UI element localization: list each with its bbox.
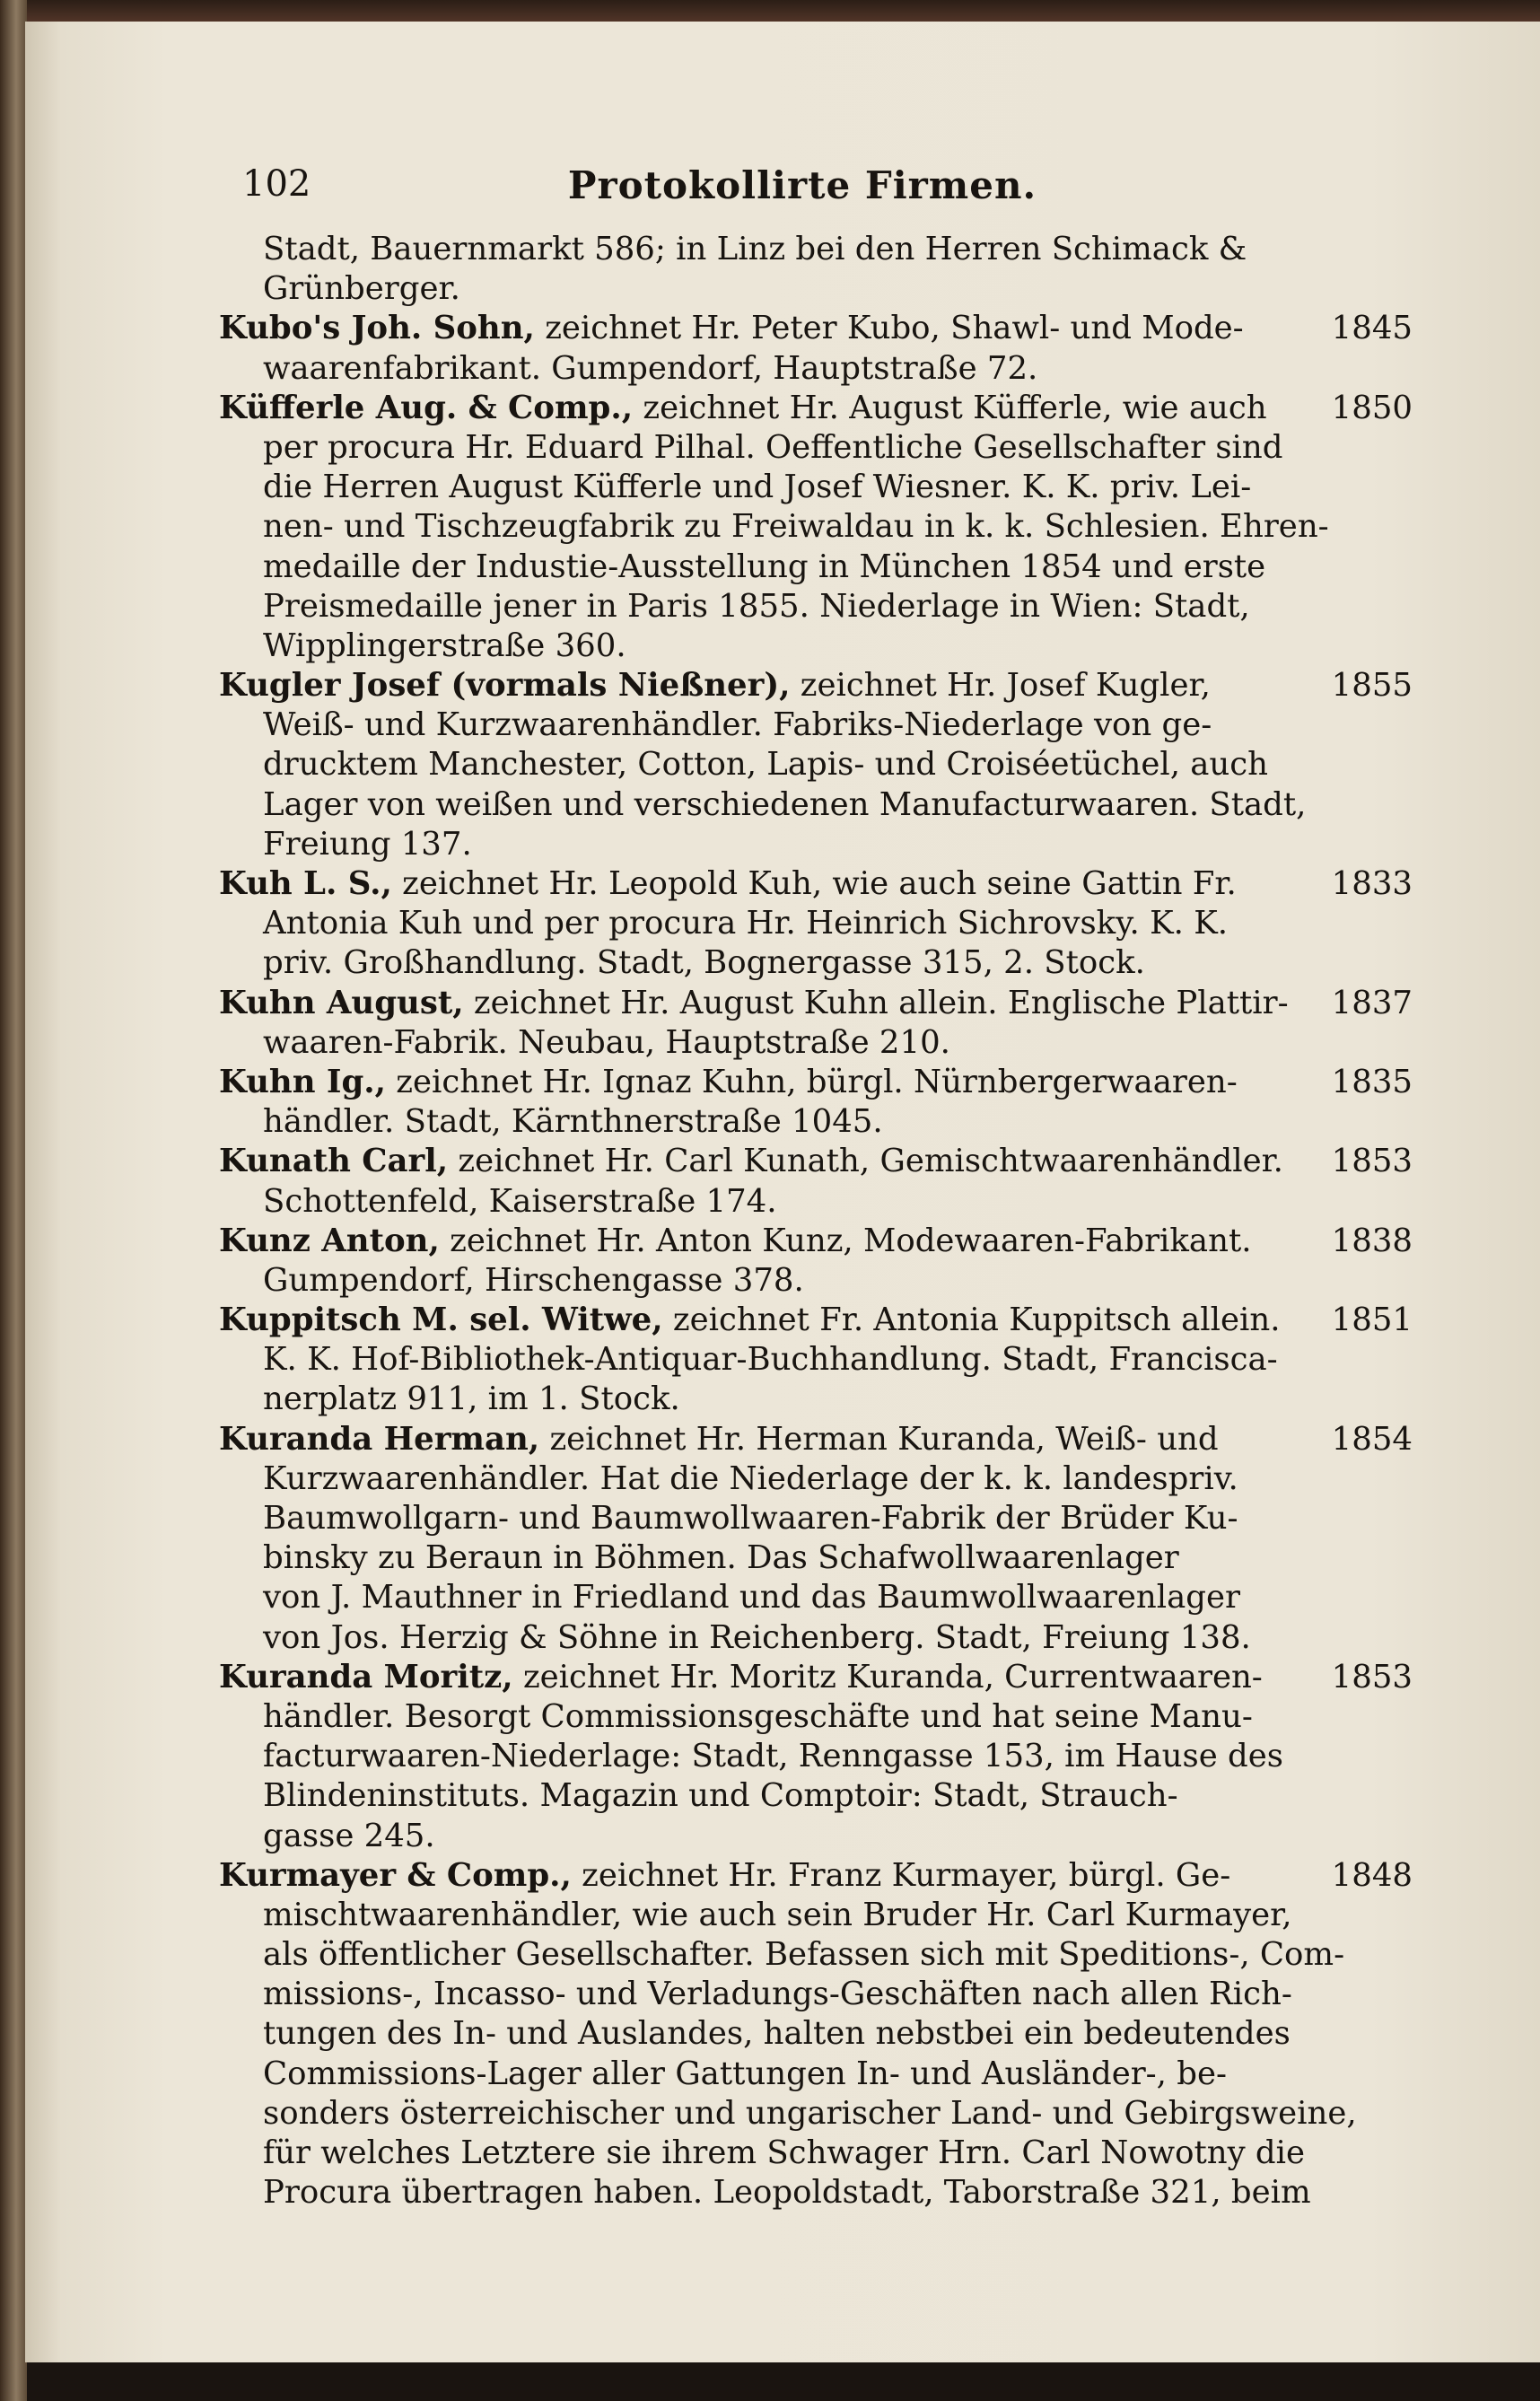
entry-line: Preismedaille jener in Paris 1855. Niederlage in Wien: Stadt,	[263, 587, 1250, 625]
entry-line: Schottenfeld, Kaiserstraße 174.	[263, 1182, 777, 1220]
registration-year: 1850	[1331, 389, 1413, 426]
entry-line: sonders österreichischer und ungarischer Land- und Gebirgsweine,	[263, 2094, 1357, 2132]
entry-line: gasse 245.	[263, 1817, 435, 1854]
firm-name: Kuranda Herman,	[219, 1420, 540, 1458]
entry-first-line	[219, 1142, 1413, 1181]
firm-name: Kuhn August,	[219, 984, 464, 1021]
entry-first-line	[219, 666, 1413, 705]
entry-first-line	[219, 1063, 1413, 1102]
entry-first-line	[219, 309, 1413, 348]
entry-line: drucktem Manchester, Cotton, Lapis- und Croiséetüchel, auch	[263, 746, 1269, 784]
entry-line: als öffentlicher Gesellschafter. Befassen sich mit Speditions-, Com-	[263, 1936, 1345, 1974]
registration-year: 1845	[1331, 310, 1413, 347]
entry-line: Freiung 137.	[263, 825, 472, 863]
firm-name: Kuhn Ig.,	[219, 1063, 387, 1100]
firm-entry	[219, 309, 1413, 388]
running-title: Protokollirte Firmen.	[567, 163, 1037, 207]
entry-line: Commissions-Lager aller Gattungen In- und Ausländer-, be-	[263, 2055, 1227, 2092]
entry-text: zeichnet Hr. Josef Kugler,	[790, 667, 1211, 705]
firm-entry	[219, 1063, 1413, 1142]
entry-line: für welches Letztere sie ihrem Schwager Hrn. Carl Nowotny die	[263, 2134, 1306, 2171]
entry-line: nen- und Tischzeugfabrik zu Freiwaldau in k. k. Schlesien. Ehren-	[263, 508, 1329, 546]
entry-text: zeichnet Hr. Ignaz Kuhn, bürgl. Nürnbergerwaaren-	[386, 1063, 1238, 1100]
firm-name: Kurmayer & Comp.,	[219, 1856, 572, 1894]
registration-year: 1853	[1331, 1143, 1413, 1180]
registration-year: 1854	[1331, 1420, 1413, 1458]
page-header	[219, 163, 1386, 217]
entry-text: zeichnet Hr. Moritz Kuranda, Currentwaaren-	[512, 1658, 1263, 1696]
entry-first-line	[219, 1222, 1413, 1261]
entry-line: Blindeninstituts. Magazin und Comptoir: Stadt, Strauch-	[263, 1777, 1178, 1815]
entry-line: nerplatz 911, im 1. Stock.	[263, 1380, 680, 1418]
entry-line: medaille der Industie-Ausstellung in München 1854 und erste	[263, 548, 1266, 585]
entry-first-line	[219, 1420, 1413, 1459]
entry-first-line	[219, 864, 1413, 904]
firm-entry	[219, 389, 1413, 666]
entry-line: per procura Hr. Eduard Pilhal. Oeffentliche Gesellschafter sind	[263, 428, 1283, 466]
entry-line: K. K. Hof-Bibliothek-Antiquar-Buchhandlung. Stadt, Francisca-	[263, 1341, 1278, 1379]
entry-text: zeichnet Fr. Antonia Kuppitsch allein.	[662, 1301, 1281, 1339]
firm-entry	[219, 1658, 1413, 1856]
firm-entry	[219, 984, 1413, 1063]
entry-line: Weiß- und Kurzwaarenhändler. Fabriks-Niederlage von ge-	[263, 706, 1212, 744]
entry-line: Procura übertragen haben. Leopoldstadt, Taborstraße 321, beim	[263, 2174, 1311, 2212]
firm-entry	[219, 1142, 1413, 1221]
entry-line: Antonia Kuh und per procura Hr. Heinrich Sichrovsky. K. K.	[263, 905, 1229, 942]
entry-line: waarenfabrikant. Gumpendorf, Hauptstraße 72.	[263, 349, 1038, 387]
entry-line: missions-, Incasso- und Verladungs-Geschäften nach allen Rich-	[263, 1976, 1292, 2013]
entry-line: waaren-Fabrik. Neubau, Hauptstraße 210.	[263, 1023, 950, 1061]
firm-name: Kuppitsch M. sel. Witwe,	[219, 1301, 663, 1339]
firm-name: Kunath Carl,	[219, 1143, 449, 1180]
firm-name: Kunz Anton,	[219, 1222, 440, 1259]
entry-line: priv. Großhandlung. Stadt, Bognergasse 315, 2. Stock.	[263, 944, 1145, 982]
registration-year: 1833	[1331, 865, 1413, 902]
registration-year: 1837	[1331, 984, 1413, 1021]
registration-year: 1851	[1331, 1301, 1413, 1339]
firm-entry	[219, 1222, 1413, 1301]
entry-line: binsky zu Beraun in Böhmen. Das Schafwollwaarenlager	[263, 1539, 1179, 1577]
page-number: 102	[242, 163, 311, 205]
registration-year: 1855	[1331, 667, 1413, 705]
firm-name: Kubo's Joh. Sohn,	[219, 310, 535, 347]
entry-line: händler. Stadt, Kärnthnerstraße 1045.	[263, 1103, 883, 1141]
entry-line: Wipplingerstraße 360.	[263, 627, 626, 664]
firm-name: Küfferle Aug. & Comp.,	[219, 389, 634, 426]
book-spine	[0, 0, 27, 2401]
registration-year: 1848	[1331, 1856, 1413, 1894]
entry-line: händler. Besorgt Commissionsgeschäfte und hat seine Manu-	[263, 1697, 1253, 1735]
entry-line: facturwaaren-Niederlage: Stadt, Renngasse 153, im Hause des	[263, 1738, 1283, 1775]
entry-text: zeichnet Hr. Herman Kuranda, Weiß- und	[539, 1420, 1219, 1458]
entry-text: zeichnet Hr. August Küfferle, wie auch	[633, 389, 1267, 426]
firm-name: Kugler Josef (vormals Nießner),	[219, 667, 791, 705]
firm-entry	[219, 1420, 1413, 1658]
continuation-line: Stadt, Bauernmarkt 586; in Linz bei den Herren Schimack &	[263, 231, 1247, 267]
book-page	[25, 22, 1540, 2362]
entry-line: Gumpendorf, Hirschengasse 378.	[263, 1261, 804, 1299]
continuation-block	[219, 230, 1413, 309]
entry-line: von Jos. Herzig & Söhne in Reichenberg. Stadt, Freiung 138.	[263, 1618, 1251, 1656]
firm-entry	[219, 666, 1413, 864]
registration-year: 1835	[1331, 1063, 1413, 1100]
entry-line: Lager von weißen und verschiedenen Manufacturwaaren. Stadt,	[263, 785, 1307, 823]
directory-listing	[219, 230, 1413, 2213]
firm-entry	[219, 1301, 1413, 1420]
entry-text: zeichnet Hr. Peter Kubo, Shawl- und Mode-	[534, 310, 1244, 347]
entry-line: Baumwollgarn- und Baumwollwaaren-Fabrik der Brüder Ku-	[263, 1500, 1238, 1537]
entry-line: Kurzwaarenhändler. Hat die Niederlage der k. k. landespriv.	[263, 1459, 1238, 1497]
firm-entry	[219, 1856, 1413, 2213]
entry-first-line	[219, 984, 1413, 1023]
entry-line: tungen des In- und Auslandes, halten nebstbei ein bedeutendes	[263, 2015, 1291, 2053]
entry-text: zeichnet Hr. August Kuhn allein. Englische Plattir-	[463, 984, 1289, 1021]
entry-line: von J. Mauthner in Friedland und das Baumwollwaarenlager	[263, 1579, 1240, 1617]
entry-line: mischtwaarenhändler, wie auch sein Bruder Hr. Carl Kurmayer,	[263, 1896, 1292, 1933]
entry-first-line	[219, 1658, 1413, 1697]
firm-name: Kuh L. S.,	[219, 865, 392, 902]
entry-text: zeichnet Hr. Franz Kurmayer, bürgl. Ge-	[571, 1856, 1231, 1894]
firm-name: Kuranda Moritz,	[219, 1658, 513, 1696]
registration-year: 1838	[1331, 1222, 1413, 1259]
entry-text: zeichnet Hr. Carl Kunath, Gemischtwaarenhändler.	[448, 1143, 1283, 1180]
entry-text: zeichnet Hr. Leopold Kuh, wie auch seine Gattin Fr.	[391, 865, 1237, 902]
registration-year: 1853	[1331, 1658, 1413, 1696]
entry-text: zeichnet Hr. Anton Kunz, Modewaaren-Fabrikant.	[439, 1222, 1252, 1259]
entry-line: die Herren August Küfferle und Josef Wiesner. K. K. priv. Lei-	[263, 469, 1252, 506]
entry-first-line	[219, 389, 1413, 428]
entry-first-line	[219, 1856, 1413, 1896]
continuation-line: Grünberger.	[263, 270, 460, 308]
entry-first-line	[219, 1301, 1413, 1340]
firm-entry	[219, 864, 1413, 984]
